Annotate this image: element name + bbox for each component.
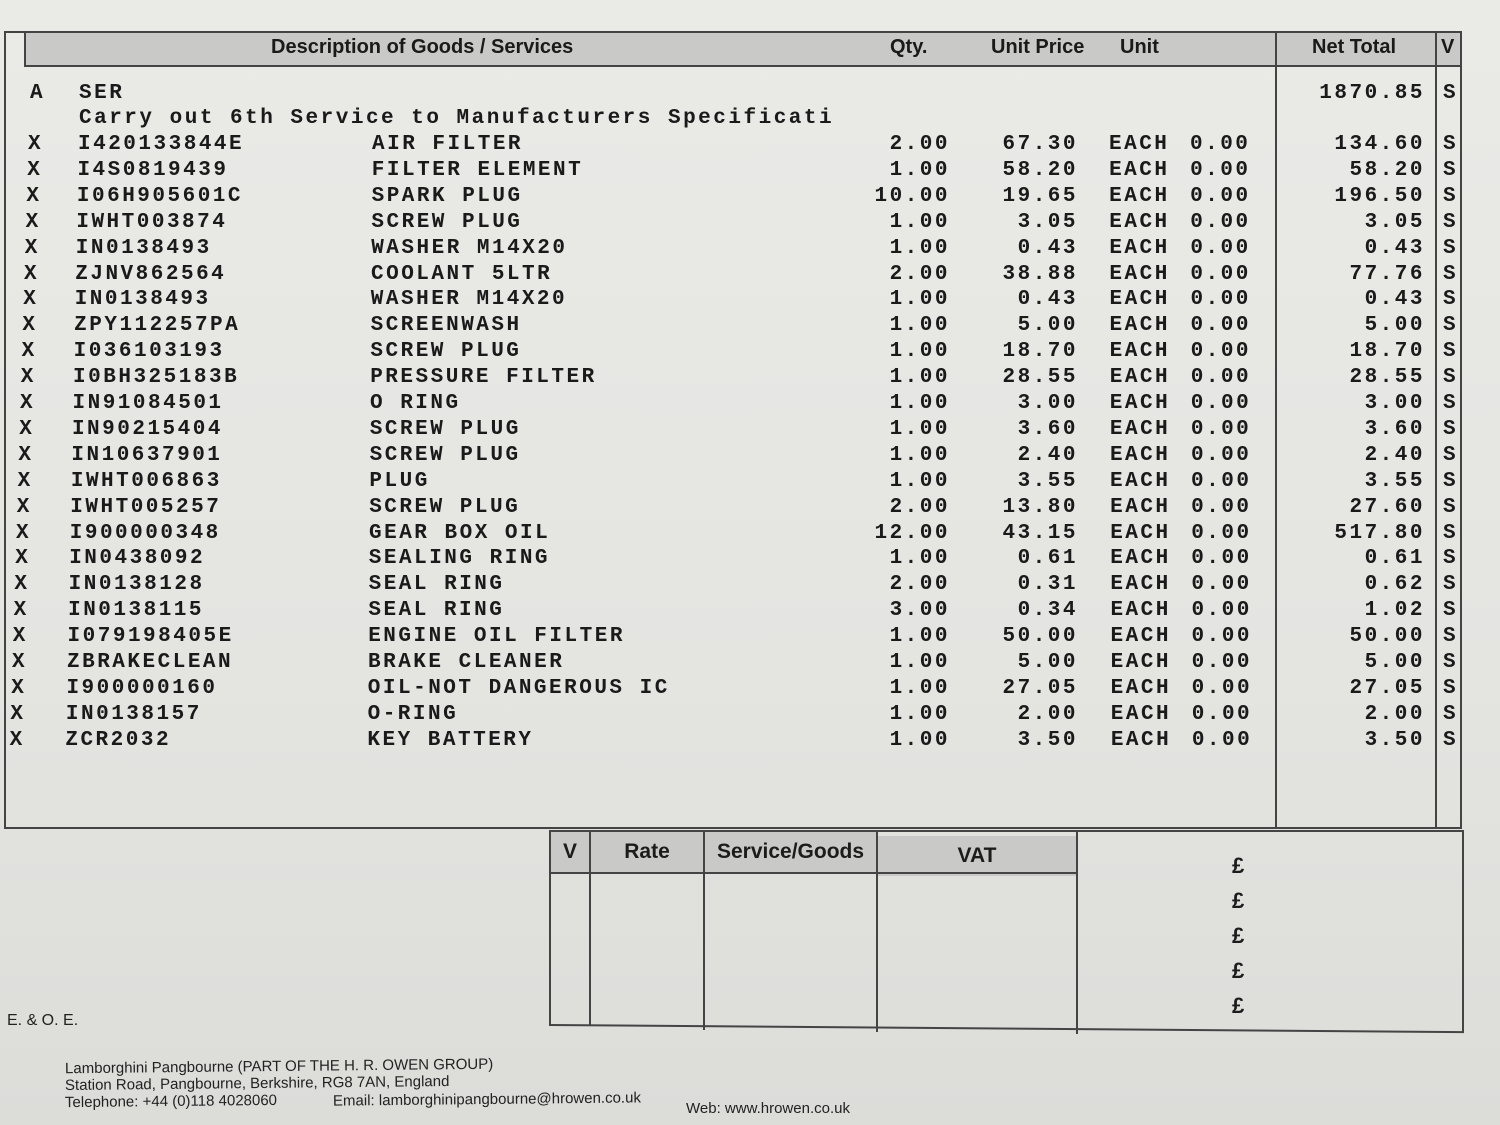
row-flag: X: [15, 547, 31, 571]
row-vat-code: S: [1443, 392, 1459, 415]
row-vat-code: S: [1443, 262, 1459, 286]
row-description: OIL-NOT DANGEROUS IC: [367, 676, 670, 700]
row-part-number: IWHT005257: [70, 495, 222, 519]
row-discount: 0.00: [1191, 625, 1252, 649]
vat-col-line-1: [549, 830, 551, 1026]
row-qty: 10.00: [874, 184, 950, 208]
vat-col-line-5: [1076, 830, 1078, 1034]
row-part-number: IN0438092: [69, 547, 206, 571]
summary-vat-code: S: [1443, 82, 1459, 105]
row-unit-price: 3.60: [1017, 417, 1078, 441]
row-vat-code: S: [1443, 417, 1459, 441]
row-flag: X: [25, 210, 41, 234]
row-discount: 0.00: [1191, 651, 1253, 674]
header-v: V: [1441, 36, 1455, 58]
row-qty: 1.00: [889, 158, 950, 182]
row-qty: 1.00: [889, 340, 950, 364]
row-part-number: IN91084501: [72, 392, 224, 415]
row-unit-price: 0.43: [1017, 236, 1078, 260]
service-description: Carry out 6th Service to Manufacturers Specificati: [79, 107, 835, 130]
row-unit: EACH: [1110, 469, 1171, 493]
row-unit: EACH: [1109, 133, 1170, 156]
row-discount: 0.00: [1190, 314, 1251, 338]
vat-header-vat: VAT: [878, 836, 1076, 876]
row-unit: EACH: [1110, 728, 1172, 752]
row-net-total: 5.00: [1364, 314, 1425, 338]
vat-header-service-goods: Service/Goods: [705, 832, 876, 872]
row-discount: 0.00: [1190, 184, 1251, 208]
row-description: WASHER M14X20: [370, 288, 568, 312]
row-net-total: 27.05: [1349, 676, 1425, 700]
row-unit: EACH: [1109, 262, 1170, 286]
row-discount: 0.00: [1191, 521, 1252, 545]
row-part-number: IN0138493: [75, 236, 212, 260]
row-net-total: 0.43: [1364, 236, 1425, 260]
row-unit-price: 3.00: [1017, 392, 1078, 415]
row-net-total: 3.50: [1364, 728, 1425, 752]
footer-telephone: Telephone: +44 (0)118 4028060: [64, 1091, 278, 1112]
row-unit: EACH: [1110, 573, 1171, 597]
row-description: PLUG: [369, 469, 430, 493]
row-flag: X: [13, 599, 29, 623]
pound-symbol-2: £: [1232, 888, 1245, 913]
row-unit: EACH: [1109, 340, 1171, 364]
row-flag: X: [14, 573, 30, 597]
row-description: O RING: [370, 392, 461, 415]
row-flag: X: [24, 236, 40, 260]
row-discount: 0.00: [1191, 469, 1252, 493]
row-unit: EACH: [1110, 547, 1171, 571]
row-unit-price: 0.43: [1017, 288, 1078, 312]
row-net-total: 27.60: [1349, 495, 1425, 519]
row-net-total: 3.60: [1364, 417, 1425, 441]
row-net-total: 18.70: [1349, 340, 1425, 364]
row-qty: 2.00: [889, 573, 950, 597]
row-unit-price: 5.00: [1017, 651, 1078, 674]
row-vat-code: S: [1443, 158, 1459, 182]
row-flag: X: [23, 288, 39, 312]
row-vat-code: S: [1443, 495, 1459, 519]
summary-code: A: [30, 82, 46, 105]
footer-address: Station Road, Pangbourne, Berkshire, RG8 7AN, England: [64, 1072, 450, 1095]
row-part-number: IWHT003874: [76, 210, 228, 234]
row-discount: 0.00: [1190, 417, 1252, 441]
row-flag: X: [22, 314, 38, 338]
row-vat-code: S: [1443, 340, 1459, 364]
row-vat-code: S: [1443, 573, 1459, 597]
row-qty: 1.00: [889, 288, 950, 312]
row-discount: 0.00: [1190, 443, 1252, 467]
row-unit-price: 18.70: [1002, 340, 1078, 364]
row-vat-code: S: [1443, 599, 1459, 623]
row-description: ENGINE OIL FILTER: [368, 625, 625, 649]
row-unit-price: 3.55: [1017, 469, 1078, 493]
row-unit: EACH: [1109, 184, 1170, 208]
row-qty: 1.00: [889, 676, 950, 700]
row-discount: 0.00: [1190, 340, 1252, 364]
row-unit: EACH: [1110, 702, 1172, 726]
row-flag: X: [19, 417, 35, 441]
row-flag: X: [21, 340, 37, 364]
row-qty: 3.00: [889, 599, 950, 623]
row-vat-code: S: [1443, 236, 1459, 260]
row-unit: EACH: [1109, 236, 1170, 260]
row-part-number: ZCR2032: [65, 728, 172, 752]
row-description: SCREW PLUG: [371, 210, 523, 234]
row-qty: 1.00: [889, 443, 950, 467]
row-unit: EACH: [1109, 158, 1170, 182]
row-qty: 1.00: [889, 547, 950, 571]
row-discount: 0.00: [1191, 573, 1252, 597]
row-description: SEAL RING: [368, 599, 505, 623]
row-qty: 1.00: [889, 702, 950, 726]
row-net-total: 0.43: [1364, 288, 1425, 312]
row-qty: 1.00: [889, 392, 950, 415]
row-part-number: IN0138115: [68, 599, 205, 623]
row-flag: X: [26, 184, 42, 208]
row-part-number: I900000160: [66, 676, 218, 700]
row-qty: 2.00: [889, 262, 950, 286]
row-description: SCREENWASH: [370, 314, 522, 338]
row-part-number: IN0138493: [74, 288, 211, 312]
row-part-number: I079198405E: [67, 625, 234, 649]
row-qty: 1.00: [889, 210, 950, 234]
pound-symbol-3: £: [1232, 923, 1245, 948]
vat-header-v: V: [551, 832, 589, 872]
row-part-number: IN10637901: [71, 443, 223, 467]
row-flag: X: [12, 625, 28, 649]
row-vat-code: S: [1443, 133, 1459, 156]
row-unit: EACH: [1109, 366, 1171, 390]
row-unit: EACH: [1109, 288, 1170, 312]
vat-col-line-3: [703, 830, 705, 1030]
header-net-total: Net Total: [1312, 36, 1397, 58]
summary-total: 1870.85: [1319, 82, 1425, 105]
footer-company: Lamborghini Pangbourne (PART OF THE H. R. OWEN GROUP): [64, 1055, 494, 1078]
row-vat-code: S: [1443, 625, 1459, 649]
footer-email: Email: lamborghinipangbourne@hrowen.co.uk: [332, 1089, 641, 1110]
row-net-total: 517.80: [1334, 521, 1425, 545]
vat-col-line-4: [876, 830, 878, 1032]
row-description: O-RING: [367, 702, 459, 726]
row-description: FILTER ELEMENT: [371, 158, 584, 182]
row-discount: 0.00: [1191, 702, 1253, 726]
row-net-total: 3.00: [1364, 392, 1425, 415]
row-qty: 1.00: [889, 366, 950, 390]
vat-header-rate: Rate: [591, 832, 703, 872]
row-net-total: 196.50: [1334, 184, 1425, 208]
row-unit-price: 13.80: [1002, 495, 1078, 519]
row-description: PRESSURE FILTER: [370, 366, 597, 390]
row-qty: 1.00: [889, 236, 950, 260]
row-net-total: 58.20: [1349, 158, 1425, 182]
row-discount: 0.00: [1191, 676, 1253, 700]
pound-symbol-5: £: [1232, 993, 1245, 1018]
row-qty: 1.00: [889, 314, 950, 338]
row-flag: X: [20, 366, 36, 390]
row-unit-price: 5.00: [1017, 314, 1078, 338]
net-total-column-divider: [1275, 31, 1277, 829]
row-part-number: IN90215404: [71, 417, 223, 441]
row-unit-price: 43.15: [1002, 521, 1078, 545]
row-unit: EACH: [1109, 392, 1171, 415]
header-description: Description of Goods / Services: [271, 36, 574, 58]
header-qty: Qty.: [890, 36, 928, 58]
row-flag: X: [16, 521, 32, 545]
table-header-row: [24, 31, 1462, 67]
row-description: GEAR BOX OIL: [369, 521, 551, 545]
row-net-total: 3.55: [1364, 469, 1425, 493]
row-description: AIR FILTER: [372, 133, 524, 156]
row-vat-code: S: [1443, 288, 1459, 312]
row-unit-price: 0.34: [1017, 599, 1078, 623]
row-flag: X: [27, 158, 43, 182]
row-part-number: I900000348: [69, 521, 221, 545]
summary-name: SER: [79, 82, 125, 105]
row-unit: EACH: [1110, 651, 1172, 674]
row-part-number: ZPY112257PA: [74, 314, 241, 338]
row-part-number: I0BH325183B: [73, 366, 240, 390]
row-qty: 2.00: [889, 133, 950, 156]
row-unit: EACH: [1110, 599, 1171, 623]
row-unit-price: 3.05: [1017, 210, 1078, 234]
row-net-total: 28.55: [1349, 366, 1425, 390]
row-unit-price: 58.20: [1002, 158, 1078, 182]
row-description: SEALING RING: [368, 547, 551, 571]
pound-symbol-1: £: [1232, 853, 1245, 878]
row-unit: EACH: [1109, 314, 1170, 338]
row-unit-price: 3.50: [1017, 728, 1078, 752]
row-discount: 0.00: [1190, 236, 1251, 260]
row-part-number: ZJNV862564: [75, 262, 227, 286]
row-flag: X: [17, 469, 33, 493]
row-flag: X: [28, 133, 44, 156]
vat-col-line-2: [589, 830, 591, 1026]
row-qty: 1.00: [889, 651, 950, 674]
row-vat-code: S: [1443, 651, 1459, 674]
row-description: SEAL RING: [368, 573, 505, 597]
row-flag: X: [10, 702, 26, 726]
row-unit-price: 2.00: [1017, 702, 1078, 726]
row-description: SCREW PLUG: [370, 340, 522, 364]
row-unit: EACH: [1110, 495, 1171, 519]
row-discount: 0.00: [1190, 366, 1252, 390]
row-part-number: ZBRAKECLEAN: [67, 651, 234, 674]
row-part-number: IN0138157: [65, 702, 202, 726]
row-description: KEY BATTERY: [367, 728, 534, 752]
row-net-total: 3.05: [1364, 210, 1425, 234]
row-unit-price: 0.31: [1017, 573, 1078, 597]
row-part-number: I4S0819439: [77, 158, 229, 182]
row-qty: 12.00: [874, 521, 950, 545]
row-vat-code: S: [1443, 210, 1459, 234]
pound-symbol-4: £: [1232, 958, 1245, 983]
row-unit-price: 38.88: [1002, 262, 1078, 286]
row-discount: 0.00: [1191, 728, 1253, 752]
vat-header-bottom-border: [550, 872, 1078, 874]
row-qty: 1.00: [889, 417, 950, 441]
eoe-note: E. & O. E.: [7, 1012, 79, 1029]
row-flag: X: [18, 443, 34, 467]
row-discount: 0.00: [1191, 599, 1252, 623]
row-description: SPARK PLUG: [371, 184, 523, 208]
row-unit-price: 0.61: [1017, 547, 1078, 571]
row-vat-code: S: [1443, 676, 1459, 700]
row-unit-price: 50.00: [1002, 625, 1078, 649]
row-vat-code: S: [1443, 521, 1459, 545]
row-net-total: 77.76: [1349, 262, 1425, 286]
row-part-number: IWHT006863: [70, 469, 222, 493]
row-vat-code: S: [1443, 469, 1459, 493]
row-discount: 0.00: [1190, 392, 1252, 415]
row-description: SCREW PLUG: [369, 417, 521, 441]
row-flag: X: [9, 728, 25, 752]
row-unit-price: 2.40: [1017, 443, 1078, 467]
row-description: WASHER M14X20: [371, 236, 568, 260]
row-unit: EACH: [1110, 676, 1172, 700]
row-flag: X: [16, 495, 32, 519]
row-qty: 2.00: [889, 495, 950, 519]
row-net-total: 5.00: [1364, 651, 1425, 674]
row-discount: 0.00: [1190, 288, 1251, 312]
row-vat-code: S: [1443, 366, 1459, 390]
row-net-total: 1.02: [1364, 599, 1425, 623]
row-discount: 0.00: [1191, 495, 1252, 519]
vat-col-line-6: [1462, 830, 1464, 1032]
vat-table-bottom-border: [550, 1024, 1464, 1033]
row-unit: EACH: [1110, 521, 1171, 545]
row-unit-price: 28.55: [1002, 366, 1078, 390]
row-description: BRAKE CLEANER: [368, 651, 565, 674]
row-vat-code: S: [1443, 184, 1459, 208]
row-net-total: 2.40: [1364, 443, 1425, 467]
header-unit: Unit: [1120, 36, 1159, 58]
v-column-divider: [1435, 31, 1437, 829]
row-qty: 1.00: [889, 625, 950, 649]
row-part-number: IN0138128: [68, 573, 205, 597]
row-net-total: 0.61: [1364, 547, 1425, 571]
row-description: COOLANT 5LTR: [371, 262, 553, 286]
row-net-total: 134.60: [1334, 133, 1425, 156]
row-qty: 1.00: [889, 728, 950, 752]
row-unit: EACH: [1109, 210, 1170, 234]
row-part-number: I036103193: [73, 340, 225, 364]
footer-web: Web: www.hrowen.co.uk: [686, 1100, 850, 1117]
row-description: SCREW PLUG: [369, 495, 521, 519]
row-discount: 0.00: [1190, 158, 1251, 182]
row-flag: X: [24, 262, 40, 286]
row-flag: X: [12, 651, 28, 674]
row-net-total: 0.62: [1364, 573, 1425, 597]
row-vat-code: S: [1443, 702, 1459, 726]
row-vat-code: S: [1443, 314, 1459, 338]
row-discount: 0.00: [1190, 262, 1251, 286]
row-unit: EACH: [1110, 625, 1171, 649]
row-description: SCREW PLUG: [369, 443, 521, 467]
row-part-number: I06H905601C: [76, 184, 244, 208]
row-unit: EACH: [1109, 417, 1171, 441]
row-flag: X: [11, 676, 27, 700]
row-vat-code: S: [1443, 728, 1459, 752]
row-vat-code: S: [1443, 443, 1459, 467]
row-net-total: 50.00: [1349, 625, 1425, 649]
row-unit-price: 19.65: [1002, 184, 1078, 208]
row-unit-price: 67.30: [1002, 133, 1078, 156]
row-net-total: 2.00: [1364, 702, 1425, 726]
row-part-number: I420133844E: [78, 133, 245, 156]
header-unit-price: Unit Price: [991, 36, 1085, 58]
row-unit-price: 27.05: [1002, 676, 1078, 700]
row-discount: 0.00: [1191, 547, 1252, 571]
row-qty: 1.00: [889, 469, 950, 493]
row-unit: EACH: [1109, 443, 1171, 467]
row-flag: X: [20, 392, 36, 415]
row-vat-code: S: [1443, 547, 1459, 571]
row-discount: 0.00: [1190, 210, 1251, 234]
row-discount: 0.00: [1190, 133, 1251, 156]
